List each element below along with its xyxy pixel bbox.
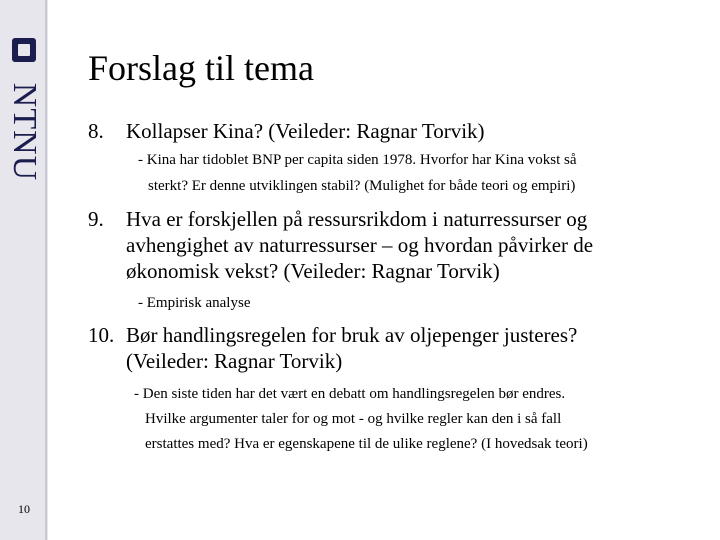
topic-note-line: erstattes med? Hva er egenskapene til de ulike reglene? (I hovedsak teori) <box>145 436 588 452</box>
ntnu-logo <box>6 38 42 188</box>
ntnu-logo-text: NTNU <box>6 82 43 182</box>
topic-note-line: - Empirisk analyse <box>138 295 251 311</box>
ntnu-logo-icon <box>12 38 36 62</box>
topic-number: 9. <box>88 207 104 231</box>
topic-line: Bør handlingsregelen for bruk av oljepenger justeres? <box>126 323 578 347</box>
topic-number: 10. <box>88 323 115 347</box>
topic-line: Hva er forskjellen på ressursrikdom i naturressurser og <box>126 207 588 231</box>
topic-line: avhengighet av naturressurser – og hvordan påvirker de <box>126 233 594 257</box>
topic-line: Kollapser Kina? (Veileder: Ragnar Torvik) <box>126 119 485 143</box>
topic-number: 8. <box>88 119 104 143</box>
topic-note-line: Hvilke argumenter taler for og mot - og hvilke regler kan den i så fall <box>145 411 562 427</box>
slide-title: Forslag til tema <box>88 48 314 88</box>
topic-text <box>126 118 720 144</box>
topic-line: økonomisk vekst? (Veileder: Ragnar Torvik) <box>126 259 500 283</box>
topic-text <box>126 206 720 284</box>
page-number: 10 <box>18 502 30 516</box>
topic-note-line: - Den siste tiden har det vært en debatt om handlingsregelen bør endres. <box>134 386 566 402</box>
sidebar-divider <box>45 0 47 540</box>
topic-text <box>126 322 720 374</box>
topic-note-line: sterkt? Er denne utviklingen stabil? (Mulighet for både teori og empiri) <box>148 178 576 194</box>
topic-line: (Veileder: Ragnar Torvik) <box>126 349 343 373</box>
topic-note-line: - Kina har tidoblet BNP per capita siden 1978. Hvorfor har Kina vokst så <box>138 152 577 168</box>
